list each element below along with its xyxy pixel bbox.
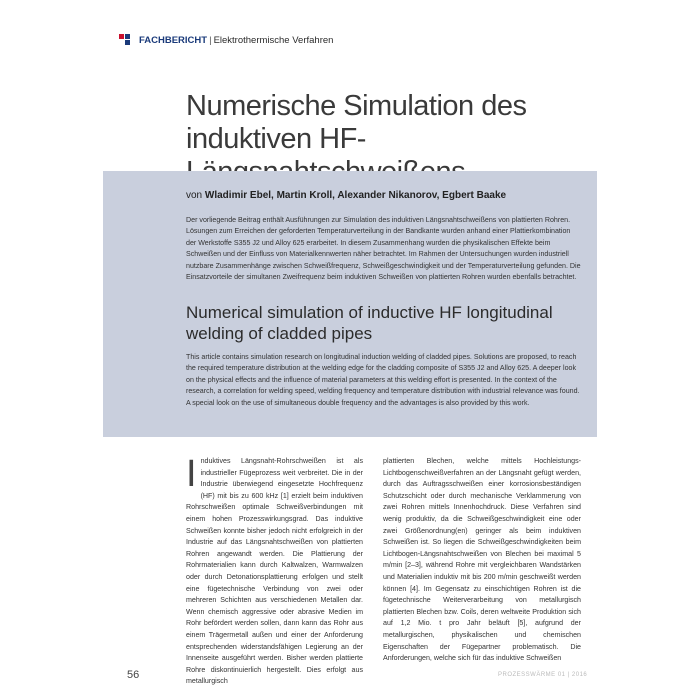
title-german: Numerische Simulation des induktiven HF- bbox=[186, 90, 527, 155]
journal-footer: PROZESSWÄRME 01 | 2016 bbox=[498, 672, 588, 678]
header-text bbox=[139, 35, 333, 46]
page-header bbox=[119, 34, 333, 46]
abstract-german: Der vorliegende Beitrag enthält Ausführungen zur Simulation des induktiven Längsnahtschweißens von plattierten Rohren. Lösungen zum Erreichen der geforderten Temperaturverteilung in der Bandkante wurden anhand einer Plattierkombination der Werkstoffe S355 J2 und Alloy 625 erarbeitet. In diesem Zusammenhang wurden die physikalischen Effekte beim Schweißen und der Einfluss von Materialkennwerten näher betrachtet. Im Rahmen der Untersuchungen wurden industriell nutzbare Zusammenhänge zwischen Schweißfrequenz, Schweißgeschwindigkeit und der Temperaturverteilung gefunden. Die Einsatzvorteile der simultanen Zweifrequenz beim induktiven Schweißen von plattierten Rohren wurden ebenfalls betrachtet. bbox=[186, 216, 581, 282]
authors-line bbox=[186, 190, 506, 201]
body-column-2: plattierten Blechen, welche mittels Hochleistungs-Lichtbogenschweißverfahren an der Längsnaht gefügt werden, durch das Auftragsschweißen einer korrosionsbeständigen Schutzschicht oder durch mechanische Verklammerung von zwei Rohren mittels Innenhochdruck. Diese Verfahren sind wenig produktiv, da die Schweißgeschwindigkeit eine oder zwei Größenordnung(en) geringer als beim induktiven Schweißen ist. So liegen die Schweißgeschwindigkeiten beim Lichtbogen-Längsnahtschweißen von Blechen bei maximal 5 m/min [2–3], während Rohre mit vergleichbaren Wandstärken und Materialien induktiv mit bis 200 m/min geschweißt werden können [4]. Im Gegensatz zu einschichtigen Rohren ist die fügetechnische Weiterverarbeitung von metallurgisch plattierten Blechen bzw. Coils, deren weltweite Produktion sich auf 1,2 Mio. t pro Jahr beläuft [5], aufgrund der metallurgischen, physikalischen und chemischen Eigenschaften der Fügepartner problematisch. Die Anforderungen, welche sich für das induktive Schweißen bbox=[383, 457, 581, 663]
header-section: Elektrothermische Verfahren bbox=[213, 34, 334, 46]
title-english: Numerical simulation of inductive HF longitudinal welding of cladded pipes bbox=[186, 303, 553, 343]
authors-prefix: von bbox=[186, 190, 203, 201]
header-separator: | bbox=[209, 34, 212, 46]
publisher-logo-icon bbox=[119, 34, 131, 46]
body-column-1 bbox=[186, 453, 363, 688]
authors-names: Wladimir Ebel, Martin Kroll, Alexander Nikanorov, Egbert Baake bbox=[204, 190, 507, 201]
drop-cap: I bbox=[186, 453, 197, 495]
body-column-1-text: nduktives Längsnaht-Rohrschweißen ist als industrieller Fügeprozess weit verbreitet. Die in der Industrie überwiegend eingesetzte Hochfrequenz (HF) mit bis zu 600 kHz [1] erzielt beim induktiven Rohrschweißen optimale Schweißverbindungen mit einem hohen Prozesswirkungsgrad. Das induktive Schweißen konnte bisher jedoch nicht erfolgreich in der Industrie auf das Längsnahtschweißen von plattierten Rohren angewandt werden. Die Plattierung der Rohrmaterialien kann durch Kaltwalzen, Warmwalzen oder durch Detonationsplattierung erfolgen und stellt eine fügetechnische Verbindung von zwei oder mehreren Schichten aus verschiedenen Metallen dar. Wenn chemisch aggressive oder abrasive Medien im Rohr befördert werden sollen, dann kann das Rohr aus einem Trägermetall außen und einer der Anforderung entsprechenden widerstandsfähigen Legierung an der Innenseite ausgeführt werden. Bisher werden plattierte Rohre diskontinuierlich hergestellt. Dies erfolgt aus metallurgisch bbox=[186, 457, 363, 686]
page-number: 56 bbox=[127, 669, 140, 681]
header-category: FACHBERICHT bbox=[139, 34, 208, 46]
abstract-english: This article contains simulation research on longitudinal induction welding of cladded pipes. Solutions are proposed, to reach the required temperature distribution at the welding edge for the cladding composite of S355 J2 and Alloy 625. A deeper look on the physical effects and the influence of material parameters at this welding effort is presented. In the context of the research, a correlation for welding speed, welding frequency and temperature distribution with industrial relevance was found. A special look on the use of simultaneous double frequency and the advantages is also provided by this work. bbox=[186, 353, 580, 407]
